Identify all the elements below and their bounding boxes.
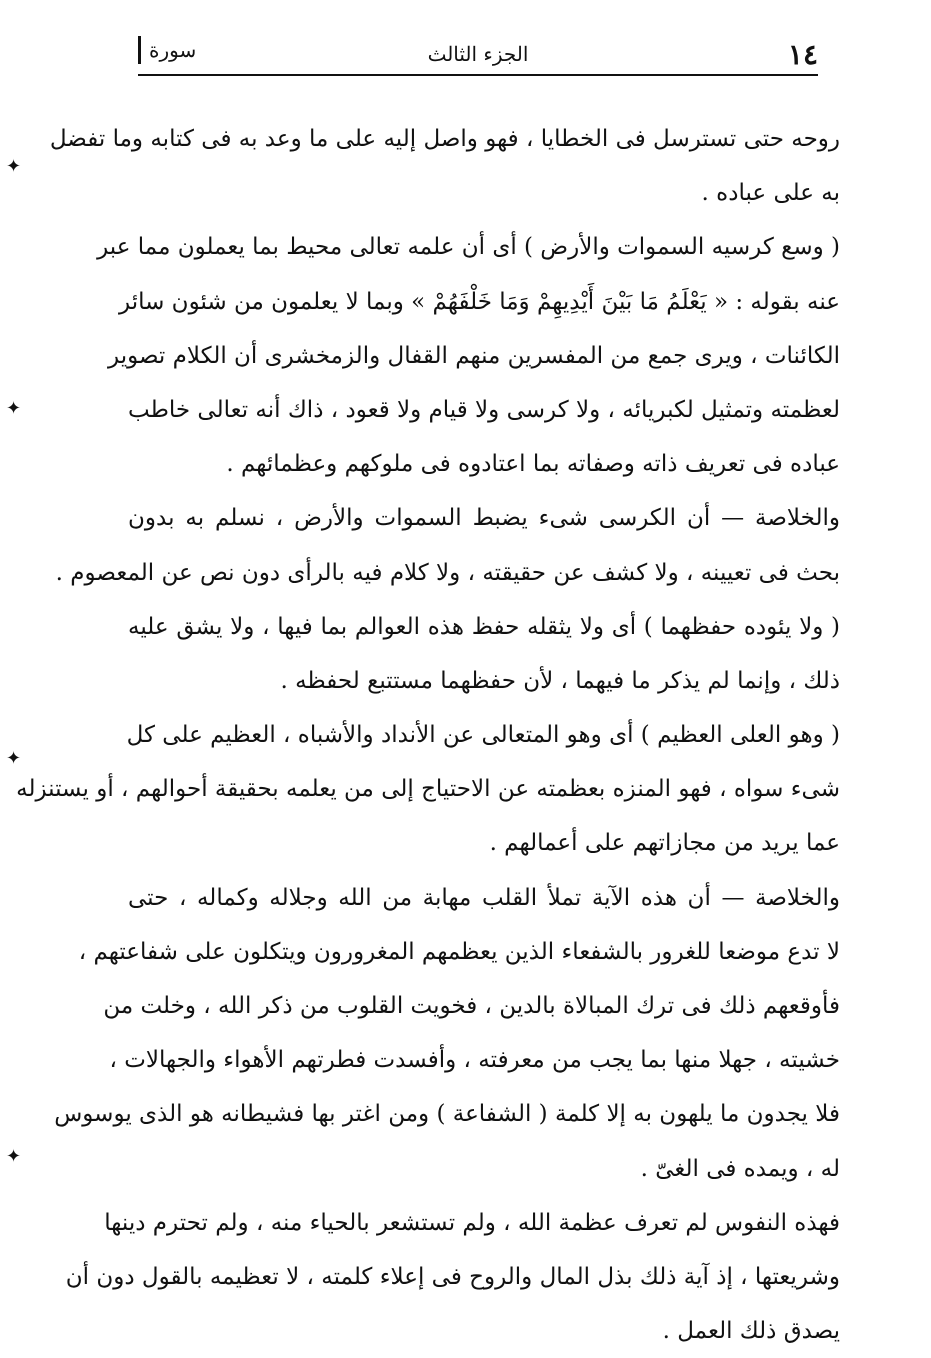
margin-mark-icon: ✦ (6, 398, 22, 419)
text-line: خشيته ، جهلا منها بما يجب من معرفته ، وأفسدت فطرتهم الأهواء والجهالات ، (109, 1047, 840, 1074)
text-line: له ، ويمده فى الغىّ . (640, 1155, 840, 1182)
text-line: شىء سواه ، فهو المنزه بعظمته عن الاحتياج إلى من يعلمه بحقيقة أحوالهم ، أو يستنزله (16, 776, 840, 803)
text-line: لعظمته وتمثيل لكبريائه ، ولا كرسى ولا قيام ولا قعود ، ذاك أنه تعالى خاطب (128, 396, 840, 423)
running-title: الجزء الثالث (427, 42, 529, 66)
margin-mark-icon: ✦ (6, 748, 22, 769)
text-line: فأوقعهم ذلك فى ترك المبالاة بالدين ، فخويت القلوب من ذكر الله ، وخلت من (103, 993, 840, 1019)
text-line: روحه حتى تسترسل فى الخطايا ، فهو واصل إليه على ما وعد به فى كتابه وما تفضل (49, 126, 840, 152)
text-line: ( ولا يئوده حفظهما ) أى ولا يثقله حفظ هذه العوالم بما فيها ، ولا يشق عليه (128, 613, 840, 640)
text-line: لا تدع موضعا للغرور بالشفعاء الذين يعظمهم المغرورون ويتكلون على شفاعتهم ، (78, 938, 840, 965)
text-line: عباده فى تعريف ذاته وصفاته بما اعتادوه فى ملوكهم وعظمائهم . (226, 451, 840, 478)
margin-mark-icon: ✦ (6, 1146, 22, 1167)
page-header (138, 30, 818, 76)
text-line: به على عباده . (701, 180, 840, 207)
text-line: الكائنات ، ويرى جمع من المفسرين منهم القفال والزمخشرى أن الكلام تصوير (108, 342, 840, 369)
text-line: وشريعتها ، إذ آية ذلك بذل المال والروح فى إعلاء كلمته ، لا تعظيمه بالقول دون أن (65, 1263, 840, 1290)
text-line: يصدق ذلك العمل . (662, 1318, 840, 1345)
surah-label: سورة (138, 36, 210, 64)
text-line: عنه بقوله : « يَعْلَمُ مَا بَيْنَ أَيْدِيهِمْ وَمَا خَلْفَهُمْ » وبما لا يعلمون من شئون سائر (119, 288, 840, 315)
header-rule (138, 74, 818, 76)
text-line: والخلاصة — أن هذه الآية تملأ القلب مهابة من الله وجلاله وكماله ، حتى (128, 884, 840, 911)
text-line: فلا يجدون ما يلهون به إلا كلمة ( الشفاعة ) ومن اغتر بها فشيطانه هو الذى يوسوس (54, 1101, 840, 1128)
text-line: ذلك ، وإنما لم يذكر ما فيهما ، لأن حفظهما مستتبع لحفظه . (280, 667, 840, 694)
text-line: بحث فى تعيينه ، ولا كشف عن حقيقته ، ولا كلام فيه بالرأى دون نص عن المعصوم . (55, 559, 840, 586)
text-line: والخلاصة — أن الكرسى شىء يضبط السموات والأرض ، نسلم به بدون (128, 505, 840, 532)
body-text (16, 112, 840, 1358)
text-line: ( وسع كرسيه السموات والأرض ) أى أن علمه تعالى محيط بما يعملون مما عبر (97, 234, 840, 261)
margin-mark-icon: ✦ (6, 156, 22, 177)
page-number: ١٤ (787, 38, 818, 71)
text-line: فهذه النفوس لم تعرف عظمة الله ، ولم تستشعر بالحياء منه ، ولم تحترم دينها (104, 1209, 840, 1236)
text-line: ( وهو العلى العظيم ) أى وهو المتعالى عن الأنداد والأشباه ، العظيم على كل (126, 722, 840, 749)
text-line: عما يريد من مجازاتهم على أعمالهم . (489, 830, 840, 857)
